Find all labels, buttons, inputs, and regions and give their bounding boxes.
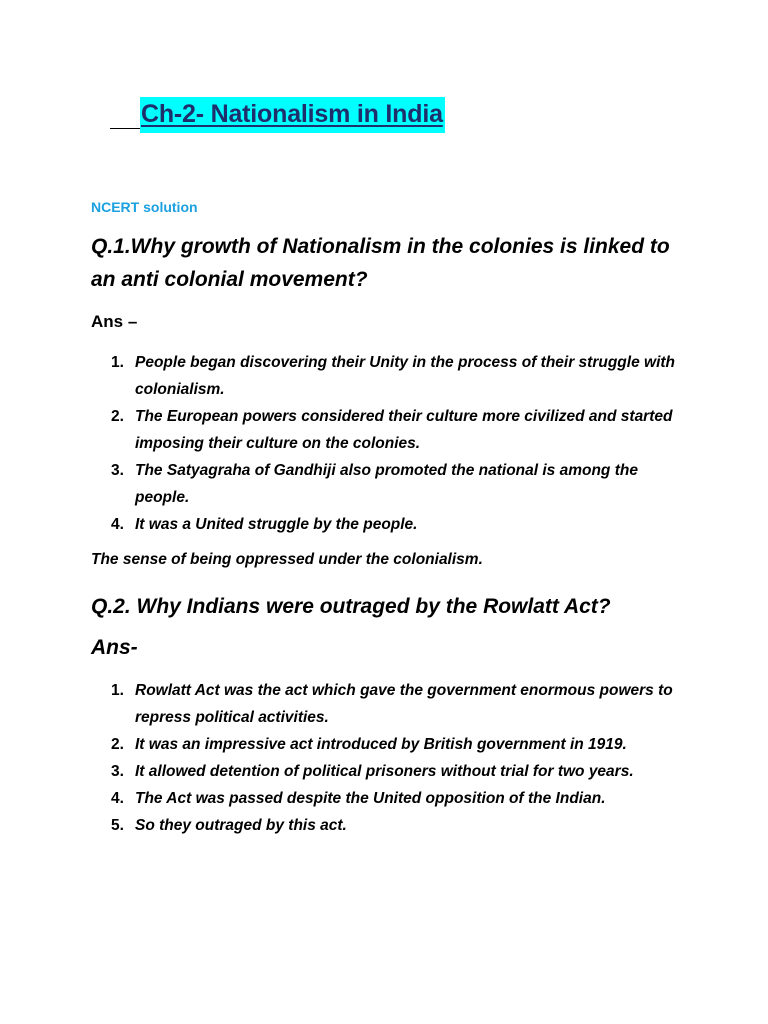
list-item-text: The Act was passed despite the United opposition of the Indian. (135, 790, 606, 807)
list-item-number: 3. (111, 462, 124, 479)
question-2-heading: Q.2. Why Indians were outraged by the Rowlatt Act? (91, 595, 611, 618)
answer-2-label: Ans- (91, 636, 138, 659)
list-item (111, 349, 681, 403)
list-item-text: People began discovering their Unity in the process of their struggle with colonialism. (135, 354, 676, 398)
list-item-number: 4. (111, 790, 124, 807)
list-item (111, 812, 681, 839)
answer-2-list (111, 677, 681, 839)
list-item (111, 403, 681, 457)
page-title: Ch-2- Nationalism in India (140, 97, 445, 133)
title-underline-rule (110, 128, 140, 129)
list-item-number: 4. (111, 516, 124, 533)
title-row (110, 97, 445, 133)
list-item (111, 785, 681, 812)
list-item-text: It was a United struggle by the people. (135, 516, 418, 533)
question-1-heading: Q.1.Why growth of Nationalism in the colonies is linked to an anti colonial movement? (91, 235, 670, 291)
list-item-text: The Satyagraha of Gandhiji also promoted the national is among the people. (135, 462, 638, 506)
list-item-number: 5. (111, 817, 124, 834)
list-item (111, 511, 681, 538)
list-item-text: So they outraged by this act. (135, 817, 347, 834)
list-item-text: It was an impressive act introduced by British government in 1919. (135, 736, 627, 753)
list-item (111, 677, 681, 731)
subtitle: NCERT solution (91, 199, 198, 215)
list-item (111, 758, 681, 785)
list-item-text: Rowlatt Act was the act which gave the government enormous powers to repress political activities. (135, 682, 673, 726)
answer-1-note: The sense of being oppressed under the colonialism. (91, 551, 483, 568)
list-item-number: 2. (111, 408, 124, 425)
list-item-text: The European powers considered their culture more civilized and started imposing their culture on the colonies. (135, 408, 673, 452)
list-item-text: It allowed detention of political prisoners without trial for two years. (135, 763, 634, 780)
list-item-number: 3. (111, 763, 124, 780)
list-item-number: 1. (111, 354, 124, 371)
answer-1-list (111, 349, 681, 538)
list-item (111, 731, 681, 758)
list-item-number: 2. (111, 736, 124, 753)
answer-1-label: Ans – (91, 312, 138, 331)
list-item (111, 457, 681, 511)
list-item-number: 1. (111, 682, 124, 699)
